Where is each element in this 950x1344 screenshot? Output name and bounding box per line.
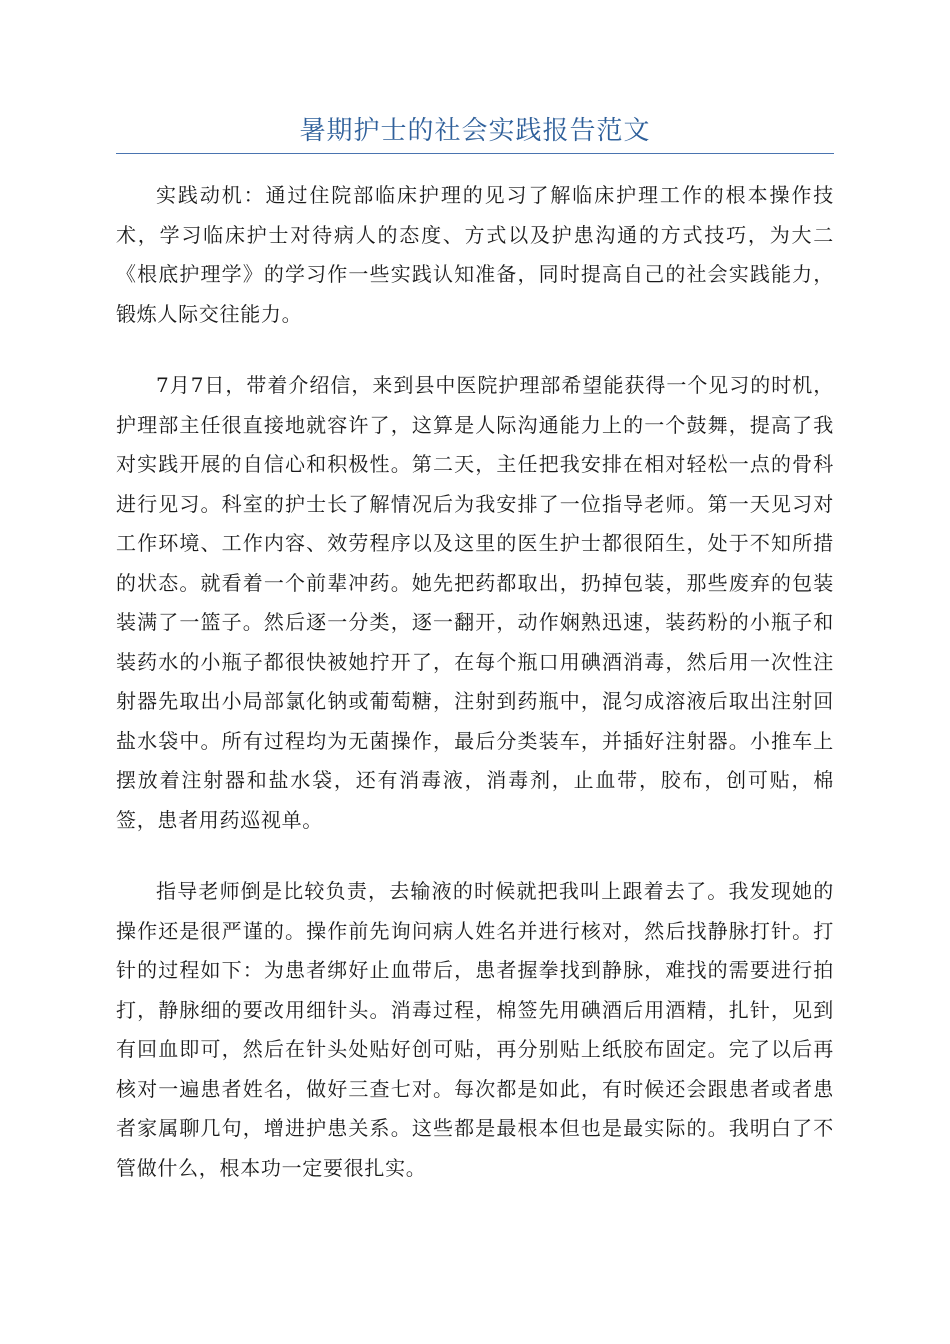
paragraph-july-7: 7月7日，带着介绍信，来到县中医院护理部希望能获得一个见习的时机，护理部主任很直接地就容许了，这算是人际沟通能力上的一个鼓舞，提高了我对实践开展的自信心和积极性。第二天，主任把我安排在相对轻松一点的骨科进行见习。科室的护士长了解情况后为我安排了一位指导老师。第一天见习对工作环境、工作内容、效劳程序以及这里的医生护士都很陌生，处于不知所措的状态。就看着一个前辈冲药。她先把药都取出，扔掉包装，那些废弃的包装装满了一篮子。然后逐一分类，逐一翻开，动作娴熟迅速，装药粉的小瓶子和装药水的小瓶子都很快被她拧开了，在每个瓶口用碘酒消毒，然后用一次性注射器先取出小局部氯化钠或葡萄糖，注射到药瓶中，混匀成溶液后取出注射回盐水袋中。所有过程均为无菌操作，最后分类装车，并插好注射器。小推车上摆放着注射器和盐水袋，还有消毒液，消毒剂，止血带，胶布，创可贴，棉签，患者用药巡视单。 xyxy=(116,373,834,832)
paragraph-motivation: 实践动机：通过住院部临床护理的见习了解临床护理工作的根本操作技术，学习临床护士对待病人的态度、方式以及护患沟通的方式技巧，为大二《根底护理学》的学习作一些实践认知准备，同时提高自己的社会实践能力，锻炼人际交往能力。 xyxy=(116,183,834,326)
title-underline xyxy=(116,153,834,154)
document-title: 暑期护士的社会实践报告范文 xyxy=(299,116,651,146)
document-body xyxy=(116,176,834,1220)
paragraph-instructor: 指导老师倒是比较负责，去输液的时候就把我叫上跟着去了。我发现她的操作还是很严谨的。操作前先询问病人姓名并进行核对，然后找静脉打针。打针的过程如下：为患者绑好止血带后，患者握拳找到静脉，难找的需要进行拍打，静脉细的要改用细针头。消毒过程，棉签先用碘酒后用酒精，扎针，见到有回血即可，然后在针头处贴好创可贴，再分别贴上纸胶布固定。完了以后再核对一遍患者姓名，做好三查七对。每次都是如此，有时候还会跟患者或者患者家属聊几句，增进护患关系。这些都是最根本但也是最实际的。我明白了不管做什么，根本功一定要很扎实。 xyxy=(116,879,834,1180)
